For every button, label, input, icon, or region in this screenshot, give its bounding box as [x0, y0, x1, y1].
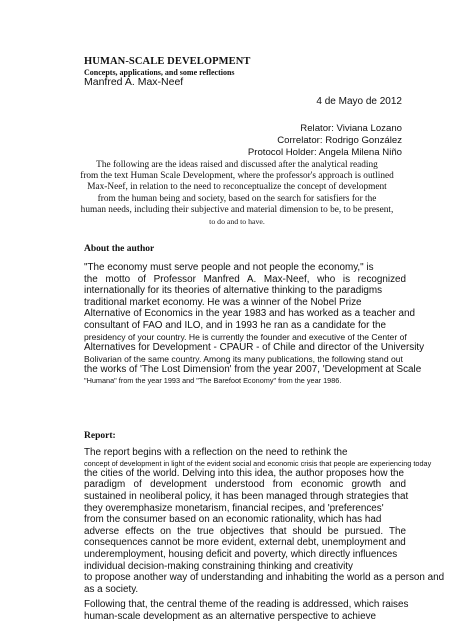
about-paragraph — [84, 262, 425, 385]
correlator-line: Correlator: Rodrigo González — [277, 135, 402, 146]
document-title: HUMAN-SCALE DEVELOPMENT — [84, 56, 251, 67]
protocol-holder-line: Protocol Holder: Angela Milena Niño — [247, 147, 402, 158]
report-line: sustained in neoliberal policy, it has been managed through strategies that — [84, 491, 409, 503]
report-paragraph-2 — [84, 599, 409, 622]
report-line: adverse effects on the true objectives that should be pursued. The — [84, 525, 406, 537]
intro-line: Max-Neef, in relation to the need to reconceptualize the concept of development — [87, 182, 387, 193]
report-line: concept of development in light of the evident social and economic crisis that people are experiencing today — [84, 458, 432, 468]
report-line: they overemphasize monetarism, financial recipes, and 'preferences' — [84, 502, 384, 514]
about-line: Alternative of Economics in the year 1983 and has worked as a teacher and — [84, 308, 416, 320]
about-line: the works of 'The Lost Dimension' from the year 2007, 'Development at Scale — [84, 363, 422, 375]
about-line: internationally for its theories of alternative thinking to the paradigms — [84, 285, 383, 297]
intro-paragraph — [72, 160, 402, 227]
report-line: consequences cannot be more evident, external debt, unemployment and — [84, 537, 406, 549]
report-line: to propose another way of understanding and inhabiting the world as a person and — [84, 572, 445, 584]
report-line: underemployment, housing deficit and poverty, which directly influences — [84, 549, 398, 561]
intro-line: from the human being and society, based on the search for satisfiers for the — [97, 193, 377, 204]
report-heading: Report: — [84, 431, 116, 441]
report-line: as a society. — [84, 583, 139, 595]
report-paragraph — [84, 447, 445, 595]
about-line: "The economy must serve people and not people the economy," is — [84, 262, 374, 273]
report-line: from the consumer based on an economic rationality, which has had — [84, 514, 382, 526]
about-line: Alternatives for Development - CPAUR - of Chile and director of the University — [84, 341, 425, 353]
document-date: 4 de Mayo de 2012 — [316, 96, 402, 107]
report-line: paradigm of development understood from economic growth and — [84, 479, 406, 491]
intro-line: The following are the ideas raised and discussed after the analytical reading — [96, 160, 378, 170]
about-line: presidency of your country. He is currently the founder and executive of the Center of — [84, 331, 407, 342]
report-line: human-scale development as an alternative perspective to achieve — [84, 610, 377, 622]
about-line: consultant of FAO and ILO, and in 1993 he ran as a candidate for the — [84, 319, 386, 331]
about-line: "Humana" from the year 1993 and "The Barefoot Economy" from the year 1986. — [84, 375, 342, 385]
report-line: The report begins with a reflection on the need to rethink the — [84, 447, 348, 458]
about-line: traditional market economy. He was a winner of the Nobel Prize — [84, 296, 362, 308]
report-line: Following that, the central theme of the reading is addressed, which raises — [84, 599, 409, 610]
intro-line: from the text Human Scale Development, where the professor's approach is outlined — [80, 171, 394, 182]
report-line: the cities of the world. Delving into this idea, the author proposes how the — [84, 467, 405, 479]
about-heading: About the author — [84, 244, 155, 254]
document-subtitle: Concepts, applications, and some reflections — [84, 68, 235, 77]
report-line: individual decision-making constraining thinking and creativity — [84, 560, 353, 572]
about-line: Bolivarian of the same country. Among its many publications, the following stand out — [84, 353, 403, 364]
intro-line: to do and to have. — [209, 217, 265, 227]
intro-line: human needs, including their subjective and material dimension to be, to be present, — [80, 204, 394, 215]
about-line: the motto of Professor Manfred A. Max-Neef, who is recognized — [84, 273, 406, 285]
document-author: Manfred A. Max-Neef — [84, 76, 184, 88]
relator-line: Relator: Viviana Lozano — [300, 123, 402, 134]
